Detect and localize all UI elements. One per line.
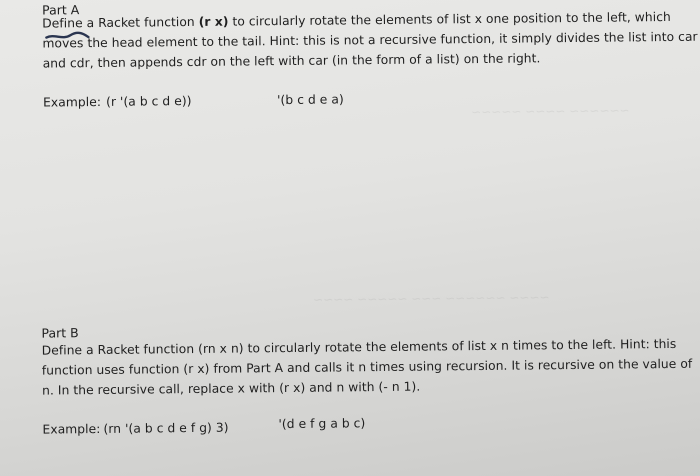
part-b-example-result: '(d e f g a b c) (278, 416, 366, 432)
part-b-example-call: (rn '(a b c d e f g) 3) (103, 420, 229, 436)
part-b-line-1: Define a Racket function (rn x n) to circularly rotate the elements of list x n times to the left. Hint: this (41, 336, 677, 358)
part-a-function-signature: (r x) (198, 14, 229, 29)
part-a-heading: Part A (42, 2, 80, 18)
part-b-line-2: function uses function (r x) from Part A and calls it n times using recursion. It is recursive on the value of (41, 356, 693, 378)
part-b-heading: Part B (41, 325, 79, 341)
part-a-line-1-pre: Define a Racket function (42, 14, 199, 31)
bleed-through-mark: ~~~~~~ ~~~~ ~~~~~ (471, 103, 630, 120)
part-a-line-1 (42, 10, 671, 31)
part-a-line-1-post: to circularly rotate the elements of list x one position to the left, which (228, 9, 671, 29)
part-a-example-result: '(b c d e a) (276, 92, 344, 108)
part-a-example-call: (r '(a b c d e)) (105, 94, 192, 109)
part-a-line-3: and cdr, then appends cdr on the left with car (in the form of a list) on the right. (42, 51, 541, 71)
part-b-line-3: n. In the recursive call, replace x with (r x) and n with (- n 1). (42, 379, 421, 398)
part-a-example-label: Example: (43, 94, 102, 110)
part-b-example-label: Example: (42, 421, 101, 437)
part-a-line-2: moves the head element to the tail. Hint: this is not a recursive function, it simply divides the list into car (42, 29, 698, 51)
bleed-through-mark: ~~~~ ~~~~~~ ~~~ ~~~~~ ~~~~ (313, 290, 550, 307)
